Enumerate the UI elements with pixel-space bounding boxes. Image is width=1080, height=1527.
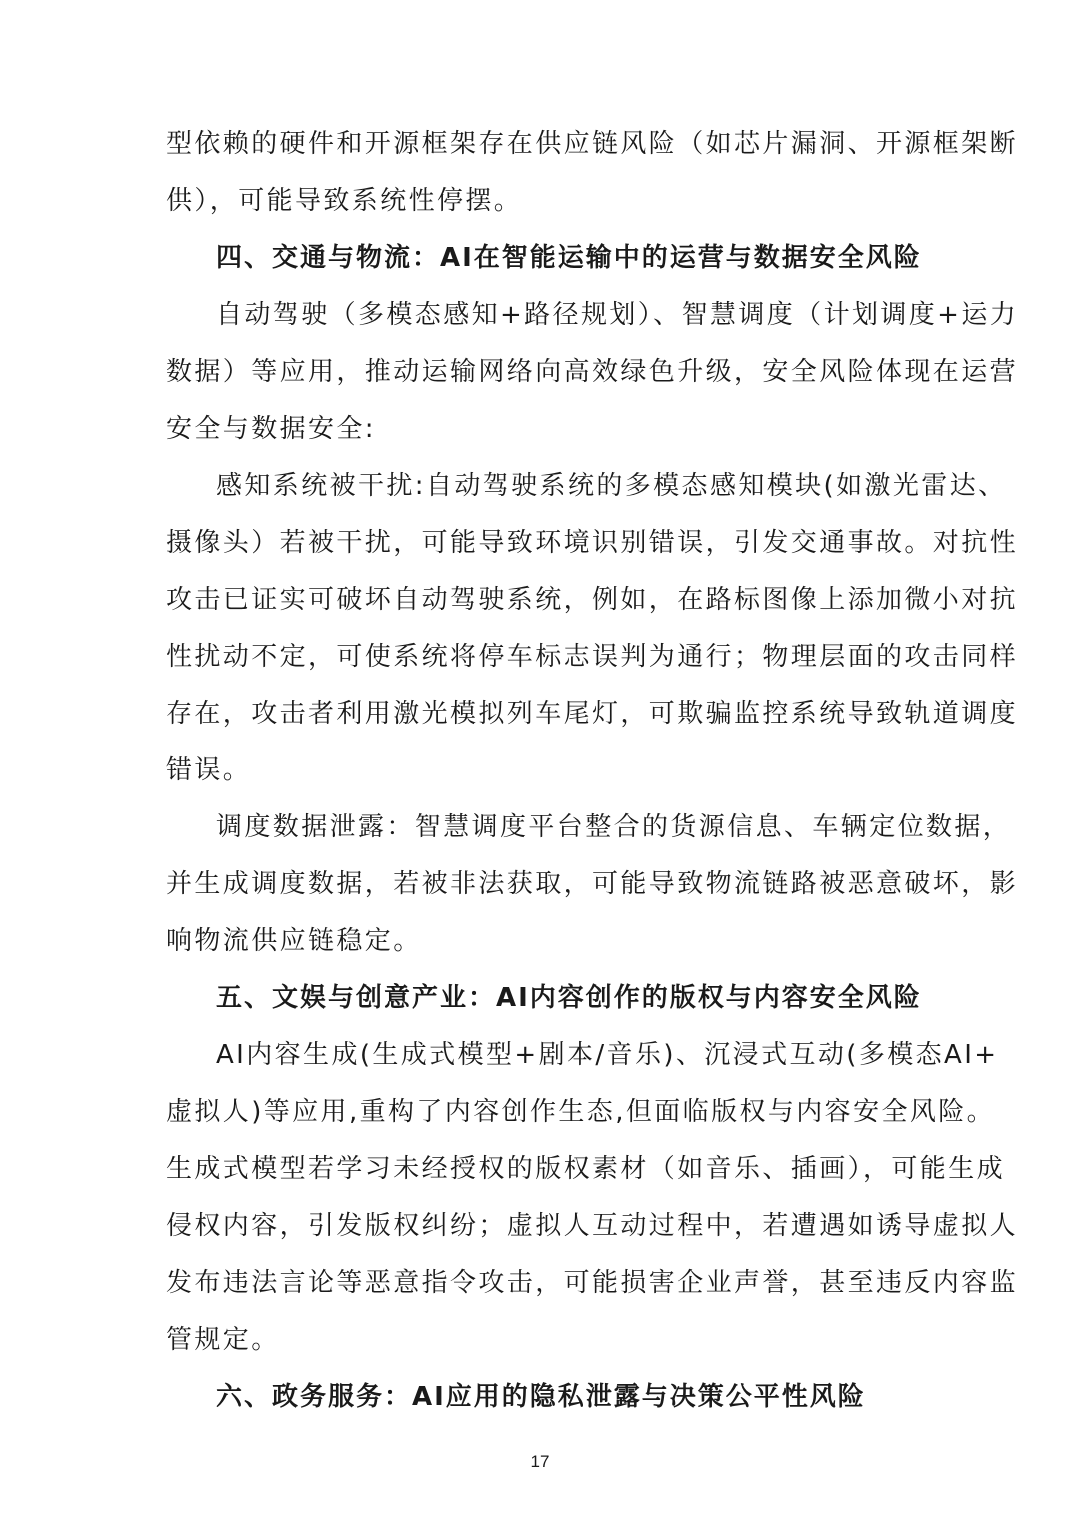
- paragraph-line: 存在，攻击者利用激光模拟列车尾灯，可欺骗监控系统导致轨道调度: [166, 699, 1019, 729]
- page-number: 17: [530, 1452, 550, 1471]
- paragraph-line: AI内容生成(生成式模型+剧本/音乐)、沉浸式互动(多模态AI+: [216, 1040, 999, 1070]
- paragraph-line: 侵权内容，引发版权纠纷；虚拟人互动过程中，若遭遇如诱导虚拟人: [166, 1211, 1019, 1241]
- paragraph-line: 攻击已证实可破坏自动驾驶系统，例如，在路标图像上添加微小对抗: [166, 585, 1019, 615]
- paragraph-line: 调度数据泄露：智慧调度平台整合的货源信息、车辆定位数据，: [216, 812, 1012, 842]
- paragraph-line: 响物流供应链稳定。: [166, 926, 422, 956]
- paragraph-line: 供），可能导致系统性停摆。: [166, 186, 523, 216]
- paragraph-line: 管规定。: [166, 1325, 280, 1355]
- section-heading-4: 四、交通与物流：AI在智能运输中的运营与数据安全风险: [216, 243, 922, 273]
- paragraph-line: 自动驾驶（多模态感知+路径规划）、智慧调度（计划调度+运力: [216, 300, 1019, 330]
- paragraph-line: 型依赖的硬件和开源框架存在供应链风险（如芯片漏洞、开源框架断: [166, 129, 1019, 159]
- paragraph-line: 并生成调度数据，若被非法获取，可能导致物流链路被恶意破坏，影: [166, 869, 1019, 899]
- paragraph-line: 错误。: [166, 755, 252, 785]
- section-heading-5: 五、文娱与创意产业：AI内容创作的版权与内容安全风险: [216, 983, 922, 1013]
- section-heading-6: 六、政务服务：AI应用的隐私泄露与决策公平性风险: [216, 1382, 866, 1412]
- paragraph-line: 虚拟人)等应用,重构了内容创作生态,但面临版权与内容安全风险。: [166, 1097, 996, 1127]
- paragraph-line: 安全与数据安全:: [166, 414, 376, 444]
- paragraph-line: 生成式模型若学习未经授权的版权素材（如音乐、插画），可能生成: [166, 1154, 1006, 1184]
- paragraph-line: 性扰动不定，可使系统将停车标志误判为通行；物理层面的攻击同样: [166, 642, 1019, 672]
- paragraph-line: 发布违法言论等恶意指令攻击，可能损害企业声誉，甚至违反内容监: [166, 1268, 1019, 1298]
- paragraph-line: 摄像头）若被干扰，可能导致环境识别错误，引发交通事故。对抗性: [166, 528, 1019, 558]
- paragraph-line: 感知系统被干扰:自动驾驶系统的多模态感知模块(如激光雷达、: [216, 471, 1007, 501]
- paragraph-line: 数据）等应用，推动运输网络向高效绿色升级，安全风险体现在运营: [166, 357, 1019, 387]
